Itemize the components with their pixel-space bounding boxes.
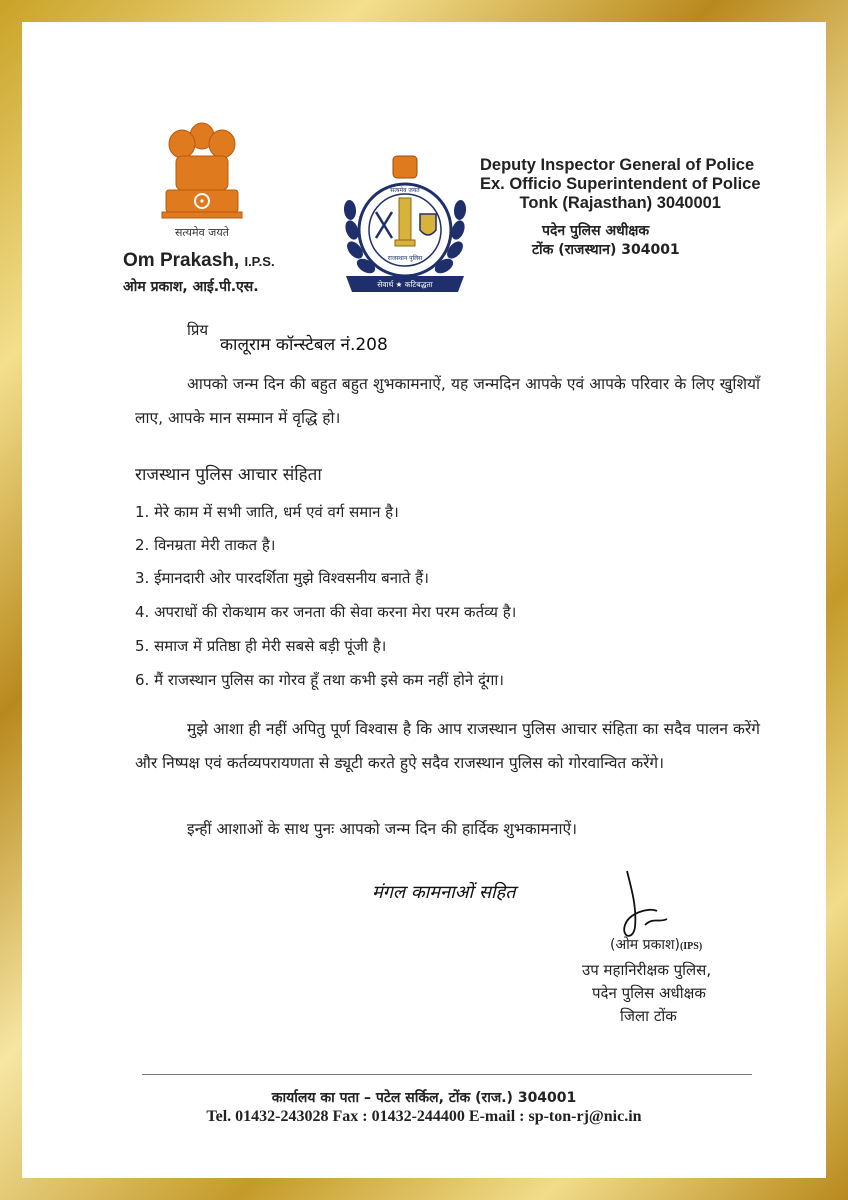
officer-name-en <box>123 250 275 272</box>
footer-divider <box>142 1074 752 1075</box>
signatory-suffix: (IPS) <box>679 941 703 952</box>
code-item: 3. ईमानदारी ओर पारदर्शिता मुझे विश्वसनीय बनाते हैं। <box>135 569 429 587</box>
designation-line-3: जिला टोंक <box>620 1007 677 1025</box>
designation-line-1: उप महानिरीक्षक पुलिस, <box>582 961 712 979</box>
header-line-1: Deputy Inspector General of Police <box>480 156 755 174</box>
code-item: 5. समाज में प्रतिष्ठा ही मेरी सबसे बड़ी पूंजी है। <box>135 637 387 655</box>
header-line-3: Tonk (Rajasthan) 3040001 <box>519 194 721 212</box>
header-line-2: Ex. Officio Superintendent of Police <box>480 175 761 193</box>
office-address: कार्यालय का पता – पटेल सर्किल, टोंक (राज.) 304001 <box>271 1090 577 1106</box>
code-item: 6. मैं राजस्थान पुलिस का गोरव हूँ तथा कभी इसे कम नहीं होने दूंगा। <box>135 671 504 689</box>
handwritten-greeting: मंगल कामनाओं सहित <box>372 882 516 903</box>
national-emblem-icon <box>152 114 252 244</box>
code-item: 1. मेरे काम में सभी जाति, धर्म एवं वर्ग समान है। <box>135 503 399 521</box>
signatory-name-text: (ओम प्रकाश) <box>610 937 680 953</box>
recipient-name: कालूराम कॉन्स्टेबल नं.208 <box>220 335 388 355</box>
closing-wishes: इन्हीं आशाओं के साथ पुनः आपको जन्म दिन की हार्दिक शुभकामनाऐं। <box>187 820 577 838</box>
expectation-paragraph: मुझे आशा ही नहीं अपितु पूर्ण विश्वास है कि आप राजस्थान पुलिस आचार संहिता का सदैव पालन करेंगे और निष्पक्ष एवं कर्तव्यपरायणता से ड्यूटी करते हुऐ सदैव राजस्थान पुलिस को गोरवान्वित करेंगे। <box>135 720 760 772</box>
signatory-name <box>610 935 702 954</box>
letter-sheet <box>22 22 826 1178</box>
greeting-paragraph: आपको जन्म दिन की बहुत बहुत शुभकामनाऐं, यह जन्मदिन आपके एवं आपके परिवार के लिए खुशियॉं लाए, आपके मान सम्मान में वृद्धि हो। <box>135 375 760 427</box>
code-of-conduct-title: राजस्थान पुलिस आचार संहिता <box>135 465 322 485</box>
officer-name-en-suffix: I.P.S. <box>244 254 275 269</box>
badge-ribbon-text: सेवार्थ ★ कटिबद्धता <box>377 280 433 289</box>
office-contact: Tel. 01432-243028 Fax : 01432-244400 E-mail : sp-ton-rj@nic.in <box>206 1108 642 1125</box>
officer-name-en-text: Om Prakash, <box>123 250 240 271</box>
emblem-motto: सत्यमेव जयते <box>174 226 230 239</box>
officer-name-hi: ओम प्रकाश, आई.पी.एस. <box>123 279 259 295</box>
badge-motto: सत्यमेव जयते <box>390 187 420 194</box>
code-item: 2. विनम्रता मेरी ताकत है। <box>135 536 276 554</box>
header-hi-line-2: टोंक (राजस्थान) 304001 <box>532 242 680 258</box>
code-item: 4. अपराधों की रोकथाम कर जनता की सेवा करना मेरा परम कर्तव्य है। <box>135 603 517 621</box>
rajasthan-police-badge-icon <box>340 152 470 294</box>
designation-line-2: पदेन पुलिस अधीक्षक <box>592 984 706 1002</box>
office-header-en <box>480 156 761 213</box>
office-header-hi <box>532 222 680 260</box>
badge-ring-text: राजस्थान पुलिस <box>387 255 423 262</box>
header-hi-line-1: पदेन पुलिस अधीक्षक <box>542 223 650 239</box>
salutation: प्रिय <box>187 321 209 339</box>
